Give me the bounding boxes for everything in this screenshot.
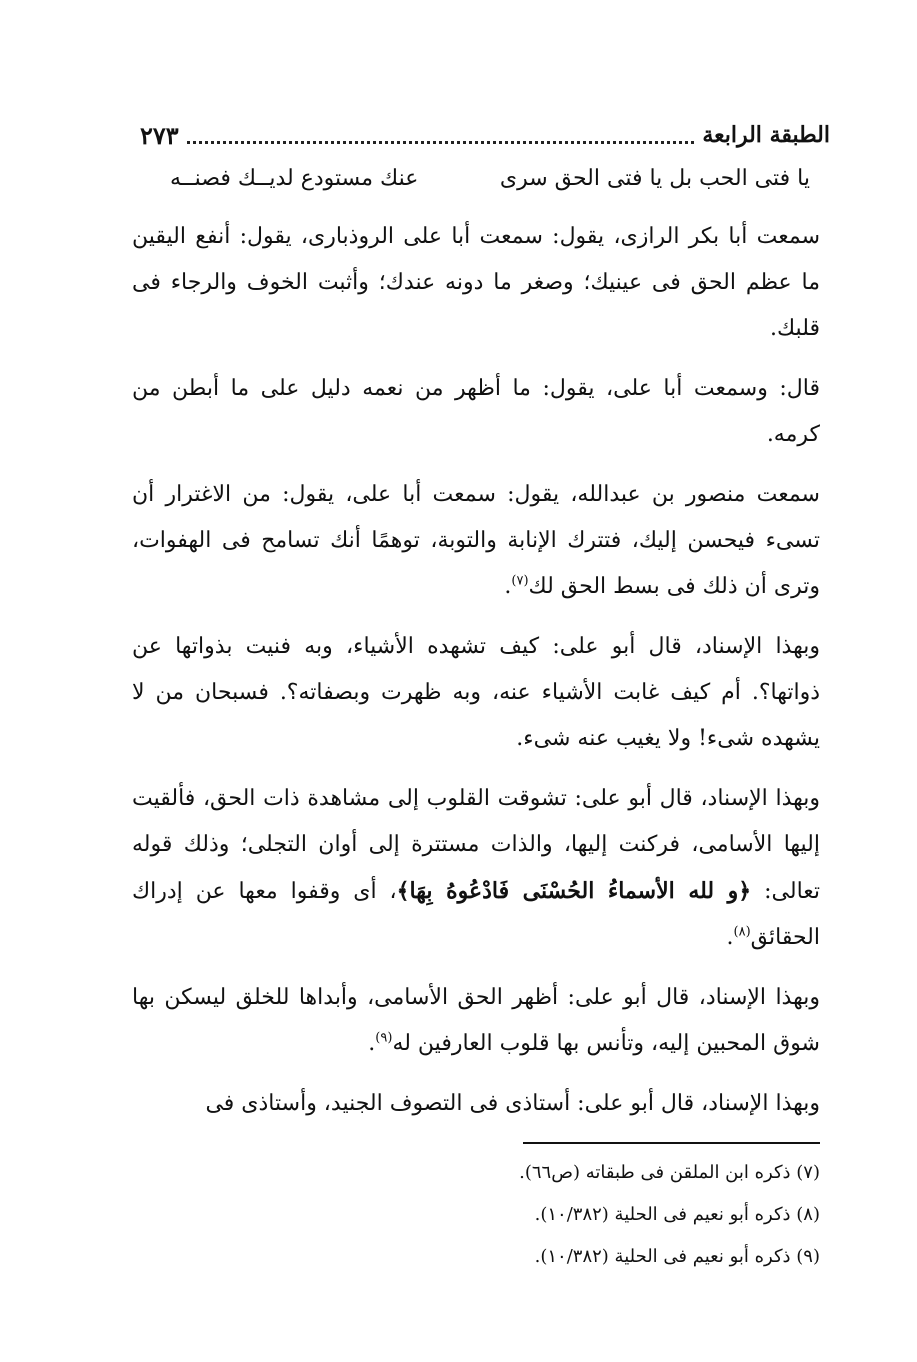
paragraph-end: . xyxy=(368,1031,376,1056)
paragraph-text: ، أى وقفوا معها عن إدراك الحقائق xyxy=(132,879,820,950)
paragraph xyxy=(132,1081,820,1127)
paragraph xyxy=(132,975,820,1067)
paragraph xyxy=(132,472,820,610)
paragraph-text: سمعت أبا بكر الرازى، يقول: سمعت أبا على الروذبارى، يقول: أنفع اليقين ما عظم الحق فى عينيك؛ وصغر ما دونه عندك؛ وأثبت الخوف والرجاء فى قلبك. xyxy=(132,224,820,341)
footnotes xyxy=(420,1152,820,1278)
paragraph xyxy=(132,624,820,762)
footnote: (٩) ذكره أبو نعيم فى الحلية (١٠/٣٨٢). xyxy=(534,1246,820,1267)
verse-first-hemistich: يا فتى الحب بل يا فتى الحق سرى xyxy=(499,166,810,191)
footnote-separator xyxy=(523,1142,820,1144)
chapter-title: الطبقة الرابعة xyxy=(702,122,830,148)
paragraph-text: وبهذا الإسناد، قال أبو على: كيف تشهده الأشياء، وبه فنيت بذواتها عن ذواتها؟. أم كيف غابت الأشياء عنه، وبه ظهرت وبصفاته؟. فسبحان من لا يشهده شىء! ولا يغيب عنه شىء. xyxy=(132,634,820,751)
paragraph-end: . xyxy=(504,574,512,599)
paragraph xyxy=(132,214,820,352)
poetry-verse xyxy=(170,166,810,191)
quran-quote: ﴿و لله الأسماءُ الحُسْنَى فَادْعُوهُ بِهَا﴾ xyxy=(396,878,752,904)
paragraph-text: قال: وسمعت أبا على، يقول: ما أظهر من نعمه دليل على ما أبطن من كرمه. xyxy=(132,376,820,447)
verse-second-hemistich: عنك مستودع لديــك فصنــه xyxy=(170,166,419,191)
page-number: ٢٧٣ xyxy=(140,120,179,150)
footnote: (٧) ذكره ابن الملقن فى طبقاته (ص٦٦). xyxy=(519,1162,820,1183)
header-dot-leader xyxy=(187,127,695,144)
paragraph-text: وبهذا الإسناد، قال أبو على: أستاذى فى التصوف الجنيد، وأستاذى فى xyxy=(205,1091,820,1116)
footnote-reference: (٩) xyxy=(375,1030,393,1046)
footnote: (٨) ذكره أبو نعيم فى الحلية (١٠/٣٨٢). xyxy=(534,1204,820,1225)
paragraph xyxy=(132,776,820,961)
footnote-reference: (٨) xyxy=(733,924,751,940)
main-text xyxy=(132,214,820,1141)
paragraph-end: . xyxy=(726,925,734,950)
paragraph xyxy=(132,366,820,458)
paragraph-text: وبهذا الإسناد، قال أبو على: أظهر الحق الأسامى، وأبداها للخلق ليسكن بها شوق المحبين إليه، وتأنس بها قلوب العارفين له xyxy=(132,985,820,1056)
footnote-reference: (٧) xyxy=(511,573,529,589)
paragraph-text: سمعت منصور بن عبدالله، يقول: سمعت أبا على، يقول: من الاغترار أن تسىء فيحسن إليك، فتترك الإنابة والتوبة، توهمًا أنك تسامح فى الهفوات، وترى أن ذلك فى بسط الحق لك xyxy=(132,482,820,599)
running-header xyxy=(140,118,830,152)
paragraph-text: وبهذا الإسناد، قال أبو على: تشوقت القلوب إلى مشاهدة ذات الحق، فألقيت إليها الأسامى، فركنت إليها، والذات مستترة إلى أوان التجلى؛ وذلك قوله تعالى: xyxy=(132,786,821,904)
